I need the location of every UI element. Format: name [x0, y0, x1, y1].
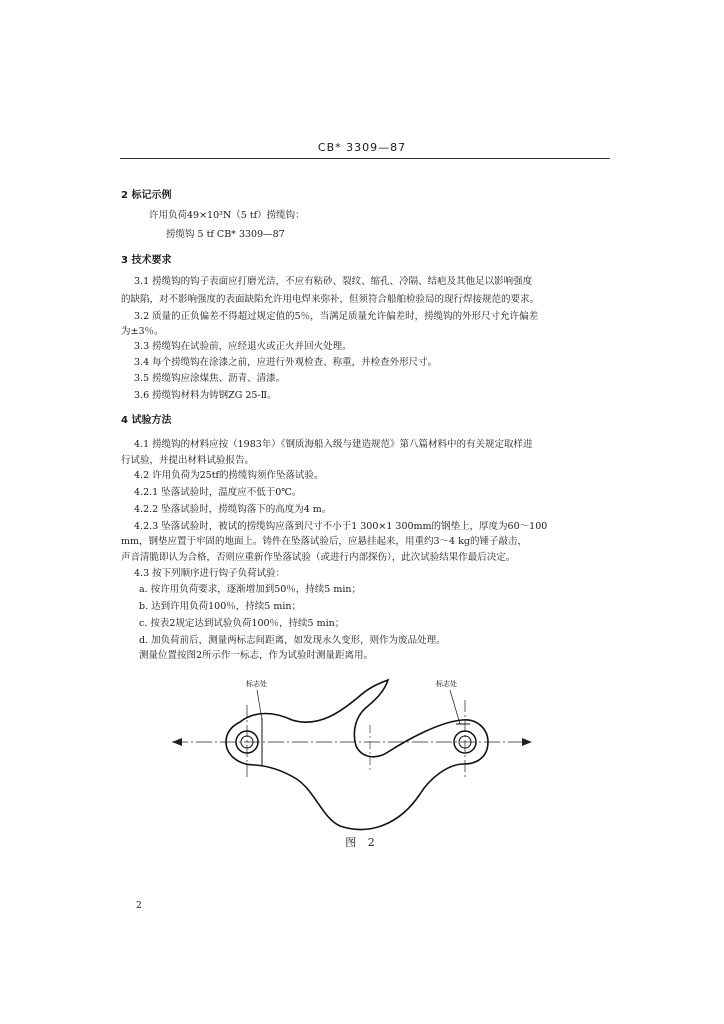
s2-line-1: 许用负荷49×10³N（5 tf）捞缆钩：	[149, 210, 305, 221]
label-mark-right: 标志处	[436, 680, 457, 688]
para-4-1b: 行试验，并提出材料试验报告。	[121, 455, 255, 466]
para-4-3: 4.3 按下列顺序进行钩子负荷试验：	[134, 568, 286, 579]
para-3-4: 3.4 每个捞缆钩在涂漆之前，应进行外观检查、称重，并检查外形尺寸。	[134, 357, 438, 368]
para-3-1b: 的缺陷，对不影响强度的表面缺陷允许用电焊来弥补，但须符合船舶检验局的现行焊接规范的要求。	[121, 294, 540, 305]
item-d: d. 加负荷前后，测量两标志间距离，如发现永久变形，则作为废品处理。	[139, 635, 446, 646]
arrow-right-icon	[522, 738, 532, 746]
document-code-header: CB* 3309—87	[317, 141, 407, 154]
para-4-2-3b: mm，钢垫应置于牢固的地面上。铸件在坠落试验后，应悬挂起来，用重约3～4 kg的锤子敲击，	[121, 536, 527, 547]
page-number: 2	[136, 901, 142, 911]
para-4-1a: 4.1 捞缆钩的材料应按（1983年）《钢质海船入级与建造规范》第八篇材料中的有关规定取样进	[134, 439, 533, 450]
para-3-2a: 3.2 质量的正负偏差不得超过规定值的5％，当满足质量允许偏差时，捞缆钩的外形尺寸允许偏差	[134, 311, 539, 322]
para-4-2-3c: 声音清脆即认为合格，否则应重新作坠落试验（或进行内部探伤），此次试验结果作最后决定。	[121, 552, 516, 563]
section-2-title: 2 标记示例	[121, 190, 172, 201]
item-c: c. 按表2规定达到试验负荷100％，持续5 min；	[139, 618, 345, 629]
item-b: b. 达到许用负荷100％，持续5 min；	[139, 601, 301, 612]
leader-right	[450, 690, 460, 724]
para-4-2: 4.2 许用负荷为25tf的捞缆钩须作坠落试验。	[134, 470, 324, 481]
para-4-2-3a: 4.2.3 坠落试验时，被试的捞缆钩应落到尺寸不小于1 300×1 300mm的钢垫上，厚度为60～100	[134, 521, 548, 532]
para-4-2-1: 4.2.1 坠落试验时，温度应不低于0℃。	[134, 487, 302, 498]
para-3-6: 3.6 捞缆钩材料为铸钢ZG 25-Ⅱ。	[134, 390, 277, 401]
para-3-5: 3.5 捞缆钩应涂煤焦、沥青、清漆。	[134, 373, 286, 384]
item-a: a. 按许用负荷要求，逐渐增加到50％，持续5 min；	[139, 584, 362, 595]
para-final: 测量位置按图2所示作一标志，作为试验时测量距离用。	[139, 650, 374, 661]
label-mark-left: 标志处	[246, 680, 267, 688]
arrow-left-icon	[172, 738, 182, 746]
leader-left	[257, 690, 262, 720]
hook-body-outline	[226, 680, 488, 829]
para-3-1a: 3.1 捞缆钩的钩子表面应打磨光洁，不应有粘砂、裂纹、缩孔、冷隔、结疤及其他足以影响强度	[134, 276, 533, 287]
section-4-title: 4 试验方法	[121, 415, 172, 426]
s2-line-2: 捞缆钩 5 tf CB* 3309—87	[166, 229, 285, 240]
para-3-3: 3.3 捞缆钩在试验前，应经退火或正火并回火处理。	[134, 341, 352, 352]
figure-caption: 图 2	[345, 836, 379, 849]
para-3-2b: 为±3％。	[121, 326, 164, 337]
para-4-2-2: 4.2.2 坠落试验时，捞缆钩落下的高度为4 m。	[134, 504, 332, 515]
section-3-title: 3 技术要求	[121, 255, 172, 266]
